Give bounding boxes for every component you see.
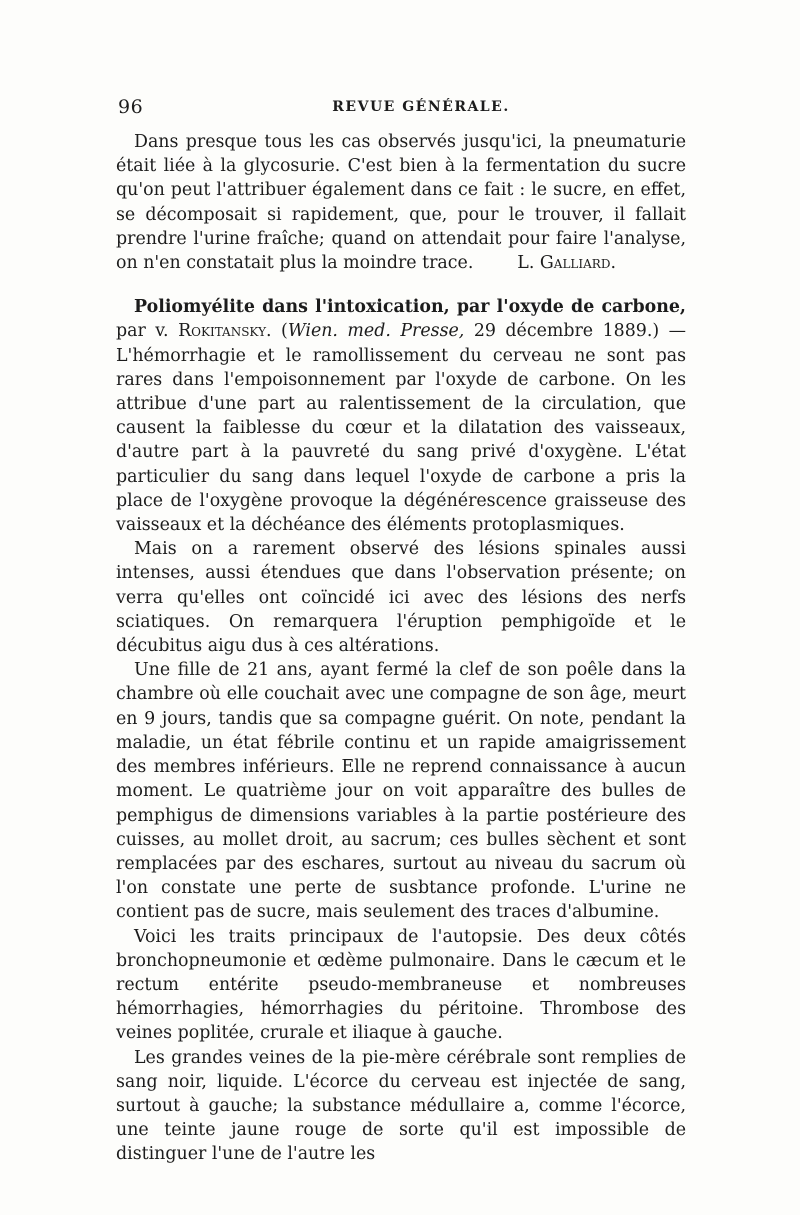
article-par: par v. bbox=[116, 321, 169, 342]
paragraph-case bbox=[116, 658, 686, 924]
paragraph-lesions bbox=[116, 537, 686, 658]
page-number: 96 bbox=[118, 96, 144, 118]
article-open-paren: ( bbox=[281, 321, 288, 342]
paragraph-text: Les grandes veines de la pie-mère cérébrale sont remplies de sang noir, liquide. L'écorce du cerveau est injectée de sang, surtout à gauche; la substance médullaire a, comme l'écorce, une teinte jaune rouge de sorte qu'il est impossible de distinguer l'une de l'autre les bbox=[116, 1047, 686, 1165]
paragraph-text: Une fille de 21 ans, ayant fermé la clef de son poêle dans la chambre où elle couchait avec une compagne de son âge, meurt en 9 jours, tandis que sa compagne guérit. On note, pendant la maladie, un état fébrile continu et un rapide amaigrissement des membres inférieurs. Elle ne reprend connaissance à aucun moment. Le quatrième jour on voit apparaître des bulles de pemphigus de dimensions variables à la partie postérieure des cuisses, au mollet droit, au sacrum; ces bulles sèchent et sont remplacées par des eschares, surtout au niveau du sacrum où l'on constate une perte de susbtance profonde. L'urine ne contient pas de sucre, mais seulement des traces d'albumine. bbox=[116, 660, 686, 923]
paragraph-text: Voici les traits principaux de l'autopsie. Des deux côtés bronchopneumonie et œdème pulmonaire. Dans le cæcum et le rectum entérite pseudo-membraneuse et nombreuses hémorrhagies, hémorrhagies du péritoine. Thrombose des veines poplitée, crurale et iliaque à gauche. bbox=[116, 926, 686, 1044]
article-date: 29 décembre 1889.) bbox=[473, 321, 660, 342]
paragraph-autopsy bbox=[116, 925, 686, 1046]
page-header bbox=[118, 96, 684, 122]
running-head: REVUE GÉNÉRALE. bbox=[332, 99, 510, 115]
paragraph-article-heading bbox=[116, 295, 686, 537]
signature: L. Galliard. bbox=[517, 253, 616, 274]
body-text bbox=[116, 130, 686, 1167]
article-author: Rokitansky. bbox=[178, 321, 272, 342]
paragraph-text: Mais on a rarement observé des lésions spinales aussi intenses, aussi étendues que dans l'observation présente; on verra qu'elles ont coïncidé ici avec des lésions des nerfs sciatiques. On remarquera l'éruption pemphigoïde et le décubitus aigu dus à ces altérations. bbox=[116, 539, 686, 657]
paragraph-text: Dans presque tous les cas observés jusqu'ici, la pneumaturie était liée à la glycosurie. C'est bien à la fermentation du sucre qu'on peut l'attribuer également dans ce fait : le sucre, en effet, se décomposait si rapidement, que, pour le trouver, il fallait prendre l'urine fraîche; quand on attendait pour faire l'analyse, on n'en constatait plus la moindre trace. bbox=[116, 132, 686, 274]
article-journal: Wien. med. Presse, bbox=[287, 321, 465, 342]
section-gap bbox=[116, 275, 686, 295]
article-body: — L'hémorrhagie et le ramollissement du cerveau ne sont pas rares dans l'empoisonnement par l'oxyde de carbone. On les attribue d'une part au ralentissement de la circulation, que causent la faiblesse du cœur et la dilatation des vaisseaux, d'autre part à la pauvreté du sang privé d'oxygène. L'état particulier du sang dans lequel l'oxyde de carbone a pris la place de l'oxygène provoque la dégénérescence graisseuse des vaisseaux et la déchéance des éléments protoplasmiques. bbox=[116, 321, 687, 536]
article-title: Poliomyélite dans l'intoxication, par l'oxyde de carbone, bbox=[134, 297, 686, 318]
paragraph-veins bbox=[116, 1046, 686, 1167]
